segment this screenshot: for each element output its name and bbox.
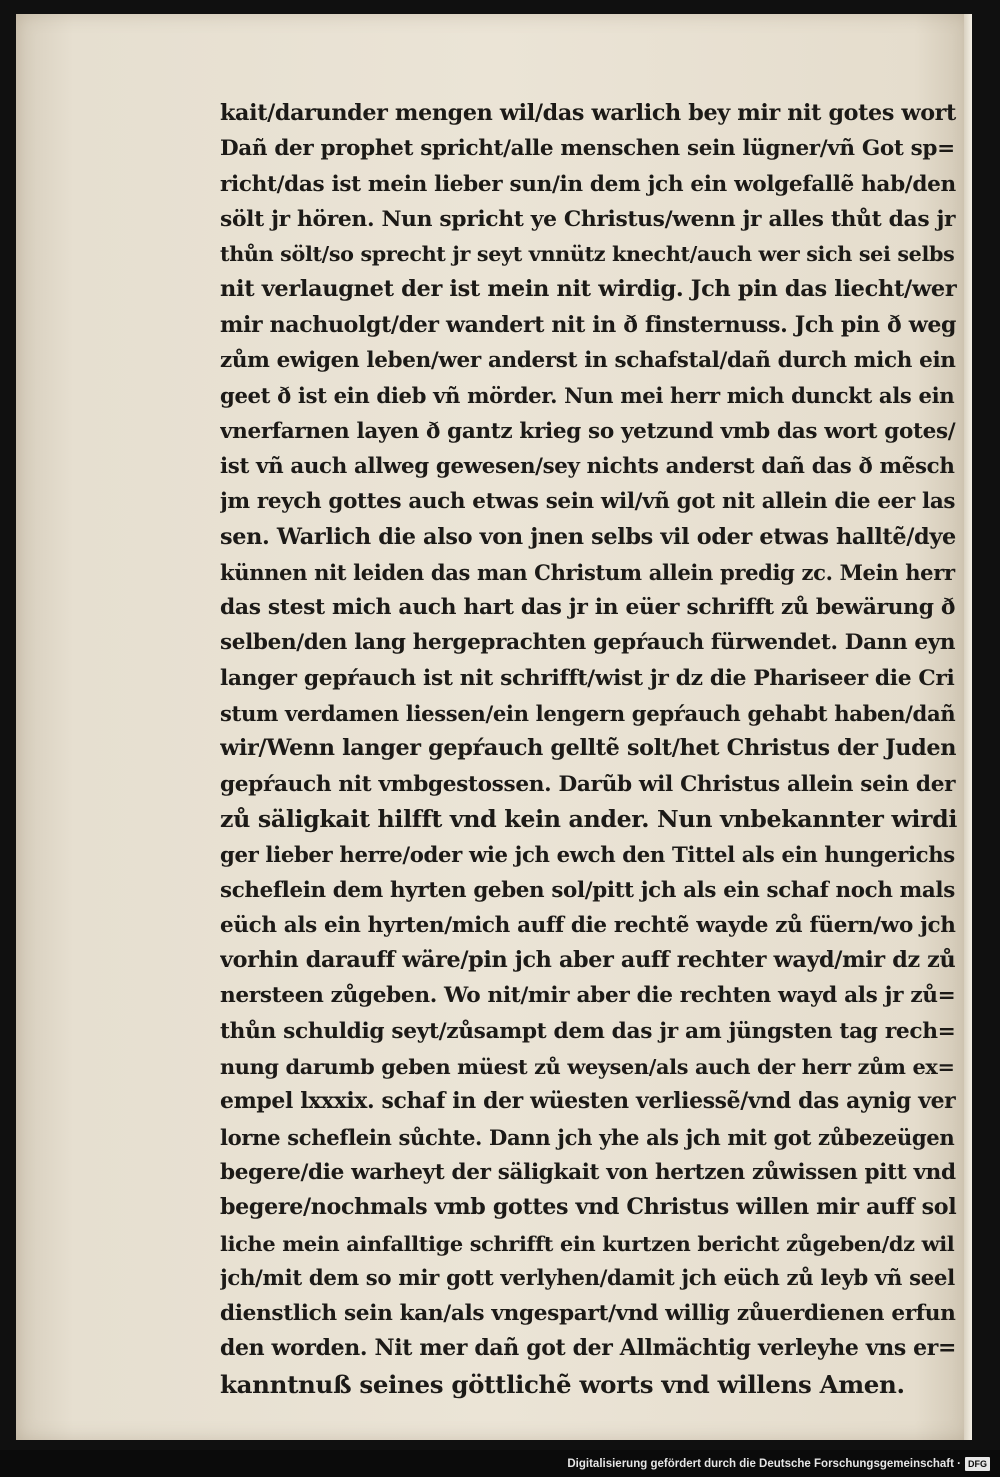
text-line: nung darumb geben müest zů weysen/als auch der herr zům ex= bbox=[220, 1054, 955, 1080]
footer-credit-text: Digitalisierung gefördert durch die Deutsche Forschungsgemeinschaft · bbox=[567, 1458, 961, 1470]
text-line: dienstlich sein kan/als vngespart/vnd willig zůuerdienen erfun bbox=[220, 1301, 956, 1327]
text-line: kanntnuß seines göttlichẽ worts vnd willens Amen. bbox=[220, 1369, 905, 1399]
text-line: jm reych gottes auch etwas sein wil/vñ got nit allein die eer las bbox=[220, 489, 956, 515]
text-line: vnerfarnen layen ð gantz krieg so yetzund vmb das wort gotes/ bbox=[220, 418, 956, 444]
text-line: selben/den lang hergeprachten gepŕauch fürwendet. Dann eyn bbox=[220, 630, 956, 656]
text-line: thůn schuldig seyt/zůsampt dem das jr am jüngsten tag rech= bbox=[220, 1018, 956, 1044]
text-line: begere/nochmals vmb gottes vnd Christus willen mir auff sol bbox=[220, 1194, 957, 1221]
text-line: langer gepŕauch ist nit schrifft/wist jr dz die Phariseer die Cri bbox=[220, 665, 955, 691]
text-line: nersteen zůgeben. Wo nit/mir aber die rechten wayd als jr zů= bbox=[220, 983, 956, 1009]
book-page bbox=[16, 14, 972, 1440]
text-line: richt/das ist mein lieber sun/in dem jch ein wolgefallẽ hab/den bbox=[220, 171, 956, 197]
text-line: Dañ der prophet spricht/alle menschen sein lügner/vñ Got sp= bbox=[220, 136, 955, 162]
text-line: scheflein dem hyrten geben sol/pitt jch als ein schaf noch mals bbox=[220, 877, 955, 903]
page-edge bbox=[964, 14, 972, 1440]
text-line: lorne scheflein sůchte. Dann jch yhe als jch mit got zůbezeügen bbox=[220, 1124, 955, 1150]
text-line: geet ð ist ein dieb vñ mörder. Nun mei herr mich dunckt als ein bbox=[220, 383, 955, 409]
digitization-footer bbox=[567, 1455, 990, 1473]
text-line: ger lieber herre/oder wie jch ewch den Tittel als ein hungerichs bbox=[220, 842, 955, 868]
text-line: stum verdamen liessen/ein lengern gepŕauch gehabt haben/dañ bbox=[220, 701, 956, 727]
text-line: künnen nit leiden das man Christum allein predig zc. Mein herr bbox=[220, 559, 955, 585]
text-line: vorhin darauff wäre/pin jch aber auff rechter wayd/mir dz zů bbox=[220, 947, 956, 974]
text-line: eüch als ein hyrten/mich auff die rechtẽ wayde zů füern/wo jch bbox=[220, 912, 956, 938]
text-line: jch/mit dem so mir gott verlyhen/damit jch eüch zů leyb vñ seel bbox=[220, 1265, 955, 1291]
text-line: sölt jr hören. Nun spricht ye Christus/wenn jr alles thůt das jr bbox=[220, 205, 956, 232]
text-line: mir nachuolgt/der wandert nit in ð finsternuss. Jch pin ð weg bbox=[220, 311, 957, 338]
text-line: nit verlaugnet der ist mein nit wirdig. Jch pin das liecht/wer bbox=[220, 276, 957, 303]
text-line: wir/Wenn langer gepŕauch gelltẽ solt/het Christus der Juden bbox=[220, 735, 957, 762]
text-line: zů säligkait hilfft vnd kein ander. Nun vnbekannter wirdi bbox=[220, 804, 958, 833]
text-line: sen. Warlich die also von jnen selbs vil oder etwas halltẽ/dye bbox=[220, 523, 956, 550]
dfg-logo: DFG bbox=[965, 1457, 990, 1471]
text-line: den worden. Nit mer dañ got der Allmächtig verleyhe vns er= bbox=[220, 1335, 957, 1362]
text-line: ist vñ auch allweg gewesen/sey nichts anderst dañ das ð mẽsch bbox=[220, 453, 955, 479]
text-line: gepŕauch nit vmbgestossen. Darũb wil Christus allein sein der bbox=[220, 771, 956, 797]
text-line: liche mein ainfalltige schrifft ein kurtzen bericht zůgeben/dz wil bbox=[220, 1230, 955, 1256]
text-line: das stest mich auch hart das jr in eüer schrifft zů bewärung ð bbox=[220, 594, 956, 621]
text-line: kait/darunder mengen wil/das warlich bey mir nit gotes wort bbox=[220, 100, 956, 126]
text-line: zům ewigen leben/wer anderst in schafstal/dañ durch mich ein bbox=[220, 348, 956, 374]
text-line: empel lxxxix. schaf in der wüesten verliessẽ/vnd das aynig ver bbox=[220, 1088, 956, 1115]
text-line: begere/die warheyt der säligkait von hertzen zůwissen pitt vnd bbox=[220, 1159, 956, 1185]
page-text-block bbox=[220, 96, 960, 1402]
text-line: thůn sölt/so sprecht jr seyt vnnütz knecht/auch wer sich sei selbs bbox=[220, 242, 955, 267]
